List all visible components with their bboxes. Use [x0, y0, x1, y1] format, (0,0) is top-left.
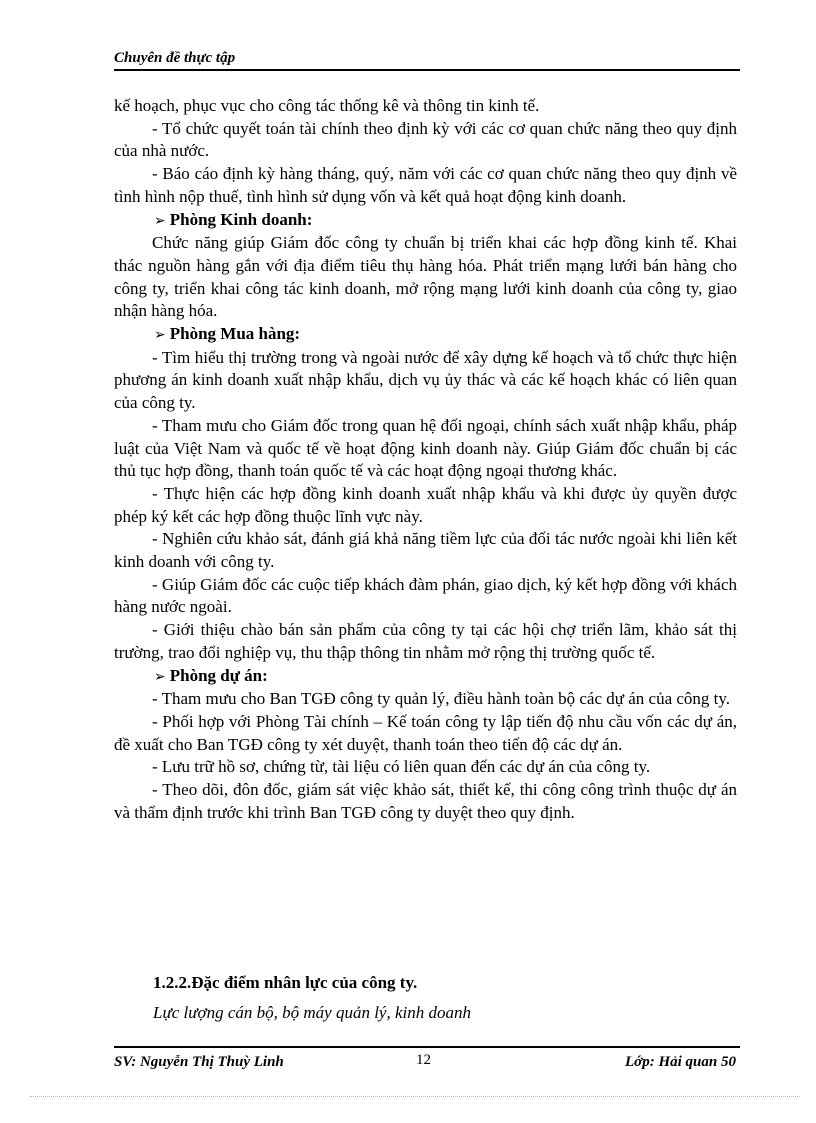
arrow-bullet-icon: ➢ — [154, 668, 166, 685]
subheading-phong-mua-hang — [154, 323, 737, 347]
paragraph: Chức năng giúp Giám đốc công ty chuẩn bị triển khai các hợp đồng kinh tế. Khai thác nguồn hàng gắn với địa điểm tiêu thụ hàng hóa. Phát triển mạng lưới bán hàng cho công ty, triển khai công tác kinh doanh, mở rộng mạng lưới kinh doanh của công ty, giao nhận hàng hóa. — [114, 233, 737, 321]
paragraph: kế hoạch, phục vục cho công tác thống kê và thông tin kinh tế. — [114, 96, 540, 115]
footer-class: Lớp: Hải quan 50 — [625, 1054, 736, 1070]
paragraph: - Lưu trữ hồ sơ, chứng từ, tài liệu có liên quan đến các dự án của công ty. — [152, 757, 651, 777]
page-boundary-divider — [30, 1096, 800, 1097]
section-subtitle: Lực lượng cán bộ, bộ máy quản lý, kinh doanh — [153, 1003, 471, 1022]
subheading-label: Phòng Mua hàng: — [169, 324, 301, 344]
page-header — [114, 50, 740, 71]
arrow-bullet-icon: ➢ — [154, 212, 166, 229]
arrow-bullet-icon: ➢ — [154, 327, 166, 344]
page-footer — [114, 1052, 740, 1074]
paragraph: - Giúp Giám đốc các cuộc tiếp khách đàm phán, giao dịch, ký kết hợp đồng với khách hàng nước ngoài. — [114, 574, 737, 617]
paragraph: - Tìm hiểu thị trường trong và ngoài nước để xây dựng kế hoạch và tổ chức thực hiện phương án kinh doanh xuất nhập khẩu, dịch vụ ủy thác và các kế hoạch khác có liên quan của công ty. — [114, 347, 737, 413]
subheading-label: Phòng dự án: — [169, 665, 268, 685]
body-text — [114, 95, 737, 825]
paragraph: - Báo cáo định kỳ hàng tháng, quý, năm với các cơ quan chức năng theo quy định về tình hình nộp thuế, tình hình sử dụng vốn và kết quả hoạt động kinh doanh. — [114, 164, 737, 206]
section-title: 1.2.2.Đặc điểm nhân lực của công ty. — [153, 973, 418, 992]
paragraph: - Theo dõi, đôn đốc, giám sát việc khảo sát, thiết kế, thi công công trình thuộc dự án và thẩm định trước khi trình Ban TGĐ công ty duyệt theo quy định. — [114, 780, 737, 822]
subheading-label: Phòng Kinh doanh: — [169, 209, 313, 229]
paragraph: - Tham mưu cho Ban TGĐ công ty quản lý, điều hành toàn bộ các dự án của công ty. — [152, 689, 731, 709]
header-title: Chuyên đề thực tập — [114, 50, 236, 66]
paragraph: - Giới thiệu chào bán sản phẩm của công ty tại các hội chợ triển lãm, khảo sát thị trường, trao đổi nghiệp vụ, thu thập thông tin nhằm mở rộng thị trường quốc tế. — [114, 620, 737, 662]
footer-student: SV: Nguyễn Thị Thuỳ Linh — [114, 1054, 284, 1070]
paragraph: - Tổ chức quyết toán tài chính theo định kỳ với các cơ quan chức năng theo quy định của nhà nước. — [114, 118, 737, 161]
footer-divider — [114, 1046, 740, 1048]
page-number: 12 — [416, 1052, 431, 1068]
subheading-phong-du-an — [154, 665, 737, 689]
paragraph: - Thực hiện các hợp đồng kinh doanh xuất nhập khẩu và khi được ủy quyền được phép ký kết các hợp đồng thuộc lĩnh vực này. — [114, 483, 737, 526]
paragraph: - Nghiên cứu khảo sát, đánh giá khả năng tiềm lực của đối tác nước ngoài khi liên kết kinh doanh với công ty. — [114, 529, 737, 572]
paragraph: - Phối hợp với Phòng Tài chính – Kế toán công ty lập tiến độ nhu cầu vốn các dự án, đề xuất cho Ban TGĐ công ty xét duyệt, thanh toán theo tiến độ các dự án. — [114, 711, 737, 754]
paragraph: - Tham mưu cho Giám đốc trong quan hệ đối ngoại, chính sách xuất nhập khẩu, pháp luật của Việt Nam và quốc tế về hoạt động kinh doanh này. Giúp Giám đốc chuẩn bị các thủ tục hợp đồng, thanh toán quốc tế và các hoạt động ngoại thương khác. — [114, 415, 737, 481]
subheading-phong-kinh-doanh — [154, 209, 737, 233]
